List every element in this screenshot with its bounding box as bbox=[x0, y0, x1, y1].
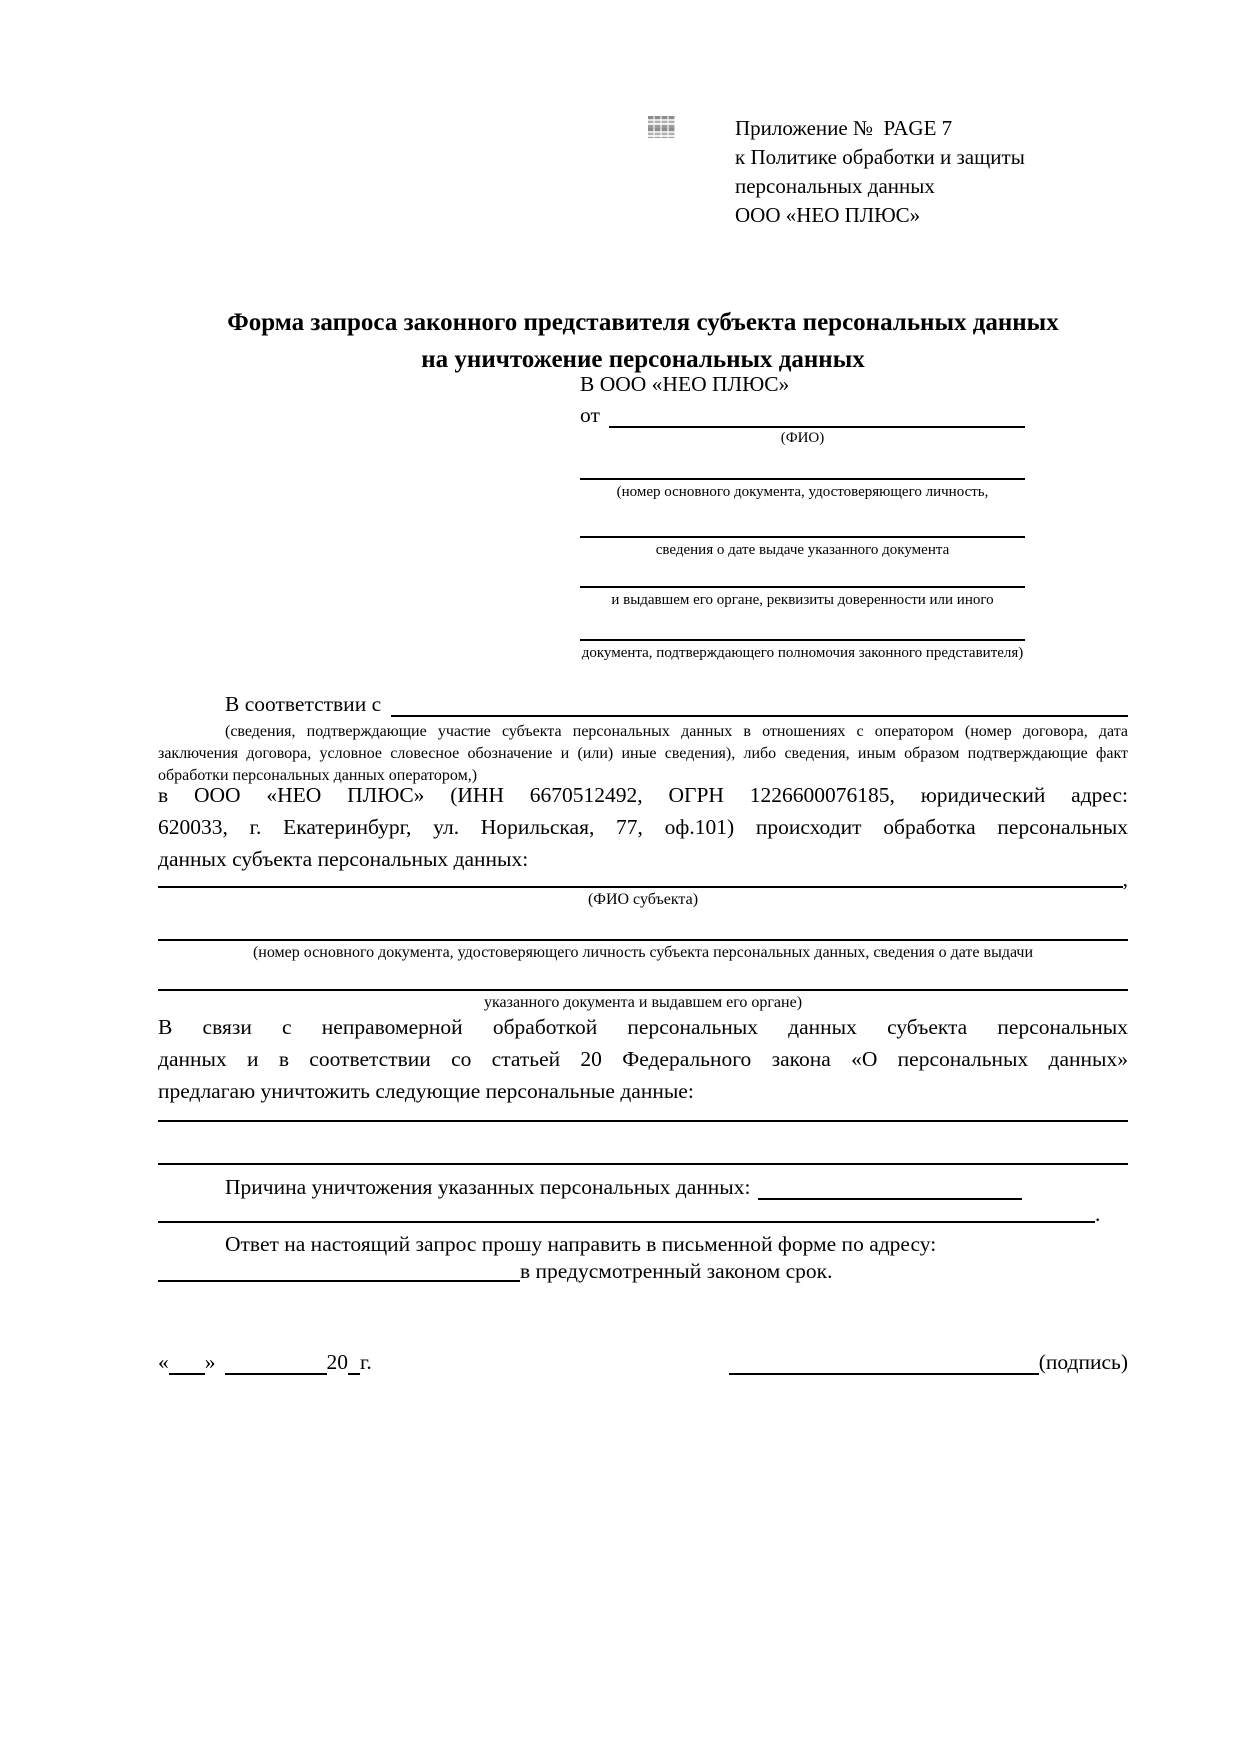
destroy-paragraph-line-1: В связи с неправомерной обработкой персональных данных субъекта персональных bbox=[158, 1015, 1128, 1039]
year-prefix: 20 bbox=[326, 1350, 348, 1374]
blank-fio-line bbox=[609, 421, 1025, 428]
caption-subject-fio: (ФИО субъекта) bbox=[587, 891, 699, 908]
operator-paragraph-line-3: данных субъекта персональных данных: bbox=[158, 847, 529, 871]
from-label: от bbox=[580, 403, 600, 427]
blank-subject-doc-line-2 bbox=[158, 965, 1128, 991]
appendix-line-2: к Политике обработки и защиты bbox=[735, 145, 1025, 169]
reason-row bbox=[158, 1176, 1022, 1200]
appendix-block bbox=[735, 114, 1035, 230]
blank-doc-line-2 bbox=[580, 505, 1025, 538]
fine-print-line-2: заключения договора, условное словесное обозначение и (или) иные сведения), либо сведения, иным образом подтверждающие факт bbox=[158, 745, 1128, 762]
reply-line: Ответ на настоящий запрос прошу направить в письменной форме по адресу: bbox=[225, 1232, 937, 1256]
blank-signature-line bbox=[729, 1368, 1039, 1375]
blank-reason-line-2 bbox=[158, 1216, 1095, 1223]
blank-year bbox=[348, 1368, 360, 1375]
caption-fio: (ФИО) bbox=[780, 430, 825, 446]
comma: , bbox=[1122, 867, 1128, 891]
period: . bbox=[1095, 1202, 1101, 1226]
blank-data-line-1 bbox=[158, 1094, 1128, 1122]
destroy-paragraph-line-3: предлагаю уничтожить следующие персональные данные: bbox=[158, 1079, 694, 1103]
reply-suffix: в предусмотренный законом срок. bbox=[520, 1259, 833, 1283]
operator-paragraph-line-2: 620033, г. Екатеринбург, ул. Норильская, 77, оф.101) происходит обработка персональных bbox=[158, 815, 1128, 839]
signature-caption: (подпись) bbox=[1038, 1350, 1128, 1374]
document-title bbox=[158, 304, 1128, 378]
blank-doc-line-4 bbox=[580, 611, 1025, 641]
sign-group bbox=[729, 1350, 1128, 1375]
subject-fio-row bbox=[158, 860, 1128, 891]
year-suffix: г. bbox=[360, 1350, 372, 1374]
blank-address-line bbox=[158, 1275, 520, 1282]
reason-label: Причина уничтожения указанных персональных данных: bbox=[225, 1175, 751, 1199]
blank-accordance-line bbox=[391, 710, 1128, 717]
addressee-block bbox=[580, 372, 1025, 662]
caption-subject-doc-2: указанного документа и выдавшем его органе) bbox=[483, 994, 803, 1011]
caption-subject-doc-1: (номер основного документа, удостоверяющего личность субъекта персональных данных, сведения о дате выдачи bbox=[252, 944, 1034, 961]
caption-doc-1: (номер основного документа, удостоверяющего личность, bbox=[616, 484, 989, 500]
appendix-line-1: Приложение № PAGE 7 bbox=[735, 116, 953, 140]
fine-print-line-3: обработки персональных данных оператором,) bbox=[158, 767, 478, 784]
blank-doc-line-3 bbox=[580, 561, 1025, 588]
blank-subject-fio-line bbox=[158, 881, 1123, 888]
accordance-label: В соответствии с bbox=[225, 692, 382, 716]
caption-doc-2: сведения о дате выдаче указанного документа bbox=[655, 542, 950, 558]
quote-open: « bbox=[158, 1350, 169, 1374]
title-line-1: Форма запроса законного представителя субъекта персональных данных bbox=[227, 309, 1059, 336]
signature-row bbox=[158, 1350, 1128, 1375]
blank-reason-line bbox=[758, 1193, 1022, 1200]
subject-block bbox=[158, 860, 1128, 1011]
reason-continuation-row bbox=[158, 1201, 1101, 1226]
reply-address-row bbox=[158, 1261, 1128, 1282]
embedded-object-icon bbox=[648, 116, 675, 138]
destroy-paragraph bbox=[158, 1011, 1128, 1107]
destroy-paragraph-line-2: данных и в соответствии со статьей 20 Федерального закона «О персональных данных» bbox=[158, 1047, 1128, 1071]
caption-doc-3: и выдавшем его органе, реквизиты доверенности или иного bbox=[611, 592, 994, 608]
appendix-line-4: ООО «НЕО ПЛЮС» bbox=[735, 203, 921, 227]
operator-paragraph-line-1: в ООО «НЕО ПЛЮС» (ИНН 6670512492, ОГРН 1226600076185, юридический адрес: bbox=[158, 783, 1128, 807]
fine-print-note bbox=[158, 721, 1128, 787]
blank-day bbox=[169, 1368, 205, 1375]
date-group bbox=[158, 1350, 372, 1375]
caption-doc-4: документа, подтверждающего полномочия законного представителя) bbox=[581, 645, 1024, 661]
addressee-to: В ООО «НЕО ПЛЮС» bbox=[580, 372, 790, 396]
blank-doc-line-1 bbox=[580, 449, 1025, 480]
title-line-2: на уничтожение персональных данных bbox=[421, 346, 865, 373]
blank-month bbox=[225, 1368, 327, 1375]
fine-print-line-1: (сведения, подтверждающие участие субъекта персональных данных в отношениях с оператором (номер договора, дата bbox=[225, 723, 1128, 740]
accordance-row bbox=[158, 692, 1128, 717]
from-row bbox=[580, 400, 1025, 428]
quote-close: » bbox=[204, 1350, 216, 1374]
blank-subject-doc-line-1 bbox=[158, 912, 1128, 941]
appendix-line-3: персональных данных bbox=[735, 174, 935, 198]
blank-data-line-2 bbox=[158, 1137, 1128, 1165]
